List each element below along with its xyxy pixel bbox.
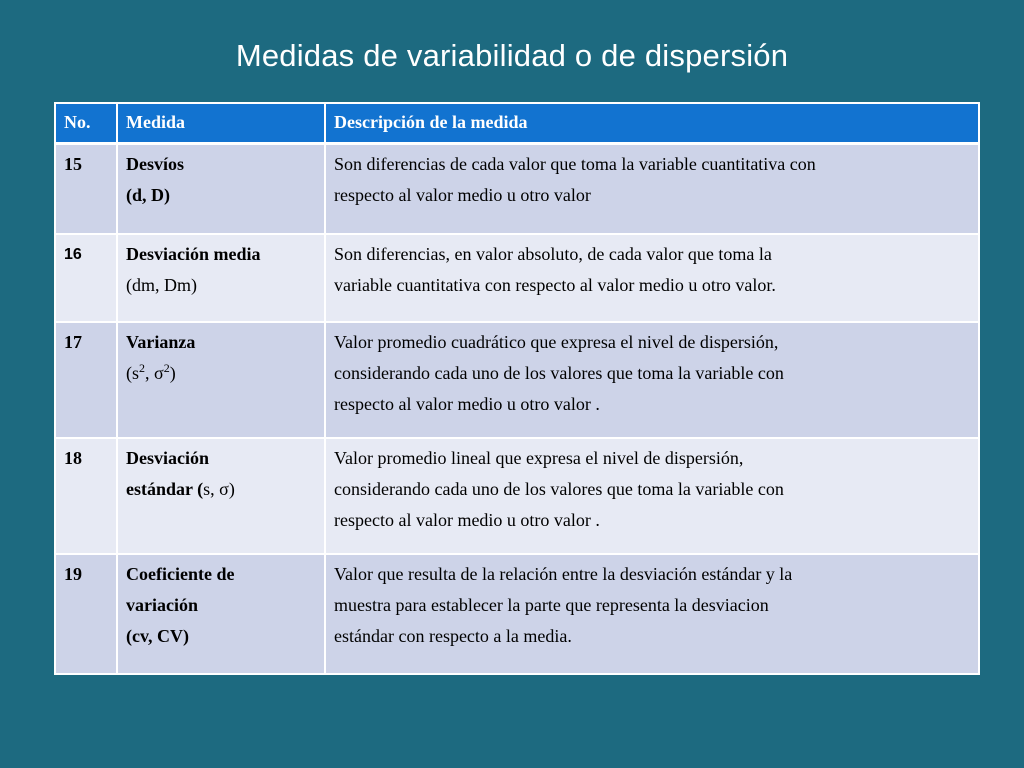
description-line: respecto al valor medio u otro valor . [334,393,600,414]
measure-name-line: Varianza [126,331,196,352]
table-header-row [55,103,979,143]
description-line: estándar con respecto a la media. [334,625,572,646]
table-row [55,322,979,438]
slide-title: Medidas de variabilidad o de dispersión [235,38,789,73]
measures-table [54,102,980,675]
table-row [55,438,979,554]
measure-name [117,143,325,234]
measure-description [325,143,979,234]
description-line: considerando cada uno de los valores que toma la variable con [334,362,784,383]
measure-symbol: (d, D) [126,184,170,205]
row-number: 16 [55,234,117,322]
measure-symbol: (dm, Dm) [126,274,197,295]
header-medida: Medida [117,103,325,143]
table-row [55,554,979,674]
description-line: respecto al valor medio u otro valor . [334,509,600,530]
symbol-part: ) [228,478,235,499]
measure-name [117,438,325,554]
measure-name-line: Desviación [126,447,209,468]
measure-symbol [126,358,316,389]
description-line: considerando cada uno de los valores que toma la variable con [334,478,784,499]
description-line: Son diferencias de cada valor que toma la variable cuantitativa con [334,153,816,174]
description-line: variable cuantitativa con respecto al valor medio u otro valor. [334,274,776,295]
description-line: Valor promedio cuadrático que expresa el nivel de dispersión, [334,331,779,352]
symbol-part: (s [126,362,139,383]
symbol-part: s, σ [203,478,229,499]
symbol-part: , σ [145,362,164,383]
measure-name-line: Coeficiente de [126,563,235,584]
measure-name [117,322,325,438]
measure-description [325,322,979,438]
measure-symbol [126,474,316,505]
symbol-part: ) [169,362,176,383]
header-no: No. [55,103,117,143]
superscript: 2 [163,360,170,375]
row-number: 15 [55,143,117,234]
description-line: Son diferencias, en valor absoluto, de cada valor que toma la [334,243,772,264]
symbol-part: estándar ( [126,478,204,499]
header-descripcion: Descripción de la medida [325,103,979,143]
measure-name [117,234,325,322]
description-line: Valor promedio lineal que expresa el nivel de dispersión, [334,447,744,468]
superscript: 2 [139,360,145,375]
measure-name-line: Desviación media [126,243,261,264]
description-line: muestra para establecer la parte que representa la desviacion [334,594,769,615]
table-row [55,143,979,234]
row-number: 18 [55,438,117,554]
measure-name [117,554,325,674]
measure-description [325,554,979,674]
table-row [55,234,979,322]
measure-symbol: (cv, CV) [126,625,189,646]
description-line: Valor que resulta de la relación entre la desviación estándar y la [334,563,793,584]
measure-name-line: variación [126,594,198,615]
row-number: 17 [55,322,117,438]
measure-description [325,234,979,322]
row-number: 19 [55,554,117,674]
description-line: respecto al valor medio u otro valor [334,184,591,205]
measure-name-line: Desvíos [126,153,184,174]
measure-description [325,438,979,554]
